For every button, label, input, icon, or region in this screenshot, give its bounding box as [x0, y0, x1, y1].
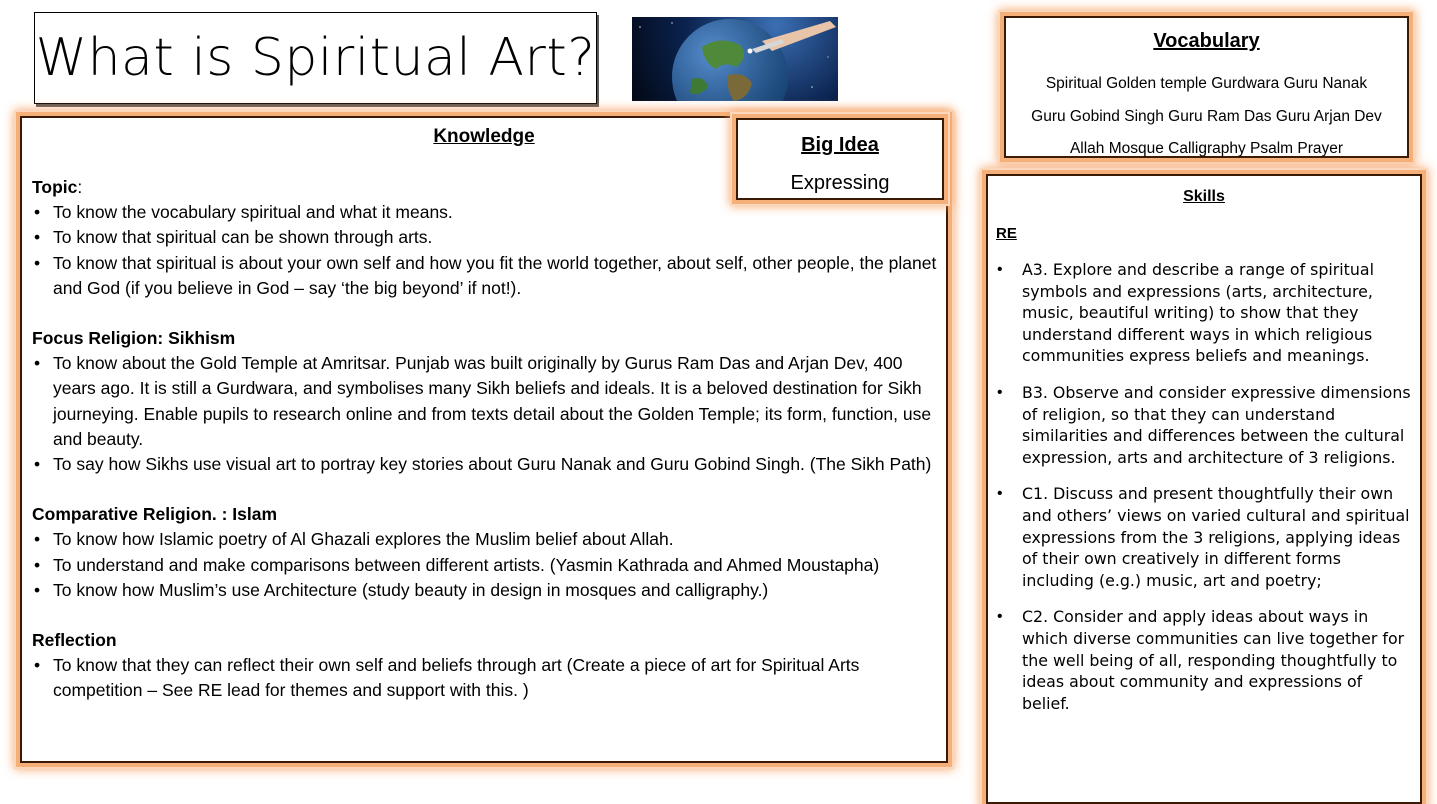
- list-item: • To know that spiritual is about your own self and how you fit the world together, about self, other people, the planet and God (if you believe in God – say ‘the big beyond’ if not!).: [32, 251, 937, 301]
- reflection-label: Reflection: [32, 630, 117, 651]
- title-box: [34, 12, 597, 104]
- vocabulary-panel: [1004, 16, 1409, 158]
- list-item: • To say how Sikhs use visual art to portray key stories about Guru Nanak and Guru Gobind Singh. (The Sikh Path): [32, 452, 937, 477]
- reflection-list: [32, 653, 937, 703]
- comparative-section: [32, 502, 937, 603]
- list-item: • To understand and make comparisons between different artists. (Yasmin Kathrada and Ahmed Moustapha): [32, 553, 937, 578]
- list-item: • To know how Islamic poetry of Al Ghazali explores the Muslim belief about Allah.: [32, 527, 937, 552]
- topic-label: Topic: [32, 177, 78, 197]
- topic-list: [32, 200, 937, 301]
- vocabulary-line: Allah Mosque Calligraphy Psalm Prayer: [1069, 140, 1344, 157]
- focus-list: [32, 351, 937, 477]
- knowledge-heading: Knowledge: [433, 126, 535, 147]
- topic-colon: :: [77, 177, 83, 197]
- list-item: • To know how Muslim’s use Architecture (study beauty in design in mosques and calligraphy.): [32, 578, 937, 603]
- vocabulary-lines: [1006, 68, 1407, 166]
- vocabulary-line: Guru Gobind Singh Guru Ram Das Guru Arjan Dev: [1031, 107, 1382, 125]
- list-item: • C2. Consider and apply ideas about ways in which diverse communities can live together for the well being of all, responding thoughtfully to ideas about community and expressions of belief.: [996, 606, 1414, 714]
- vocabulary-line: Spiritual Golden temple Gurdwara Guru Nanak: [1045, 75, 1368, 92]
- skills-title: Skills: [1183, 188, 1225, 205]
- comparative-list: [32, 527, 937, 603]
- skills-list: [996, 259, 1414, 729]
- big-idea-title: Big Idea: [801, 134, 879, 156]
- comparative-label: Comparative Religion. : Islam: [32, 504, 278, 525]
- list-item: • C1. Discuss and present thoughtfully their own and others’ views on varied cultural and spiritual expressions from the 3 religions, applying ideas of their own creatively in different forms including (e.g.) music, art and poetry;: [996, 483, 1414, 591]
- list-item: • To know the vocabulary spiritual and what it means.: [32, 200, 937, 225]
- focus-label: Focus Religion: Sikhism: [32, 328, 236, 349]
- skills-panel: [986, 174, 1422, 804]
- vocabulary-title: Vocabulary: [1153, 30, 1260, 52]
- earth-painting-icon: [632, 17, 838, 101]
- skills-subtitle: RE: [996, 225, 1017, 242]
- big-idea-text: Expressing: [790, 172, 890, 194]
- list-item: • A3. Explore and describe a range of spiritual symbols and expressions (arts, architecture, music, beautiful writing) to show that they understand different ways in which religious communities express beliefs and meanings.: [996, 259, 1414, 367]
- knowledge-panel: [20, 116, 948, 763]
- page-title: What is Spiritual Art?: [35, 28, 596, 88]
- focus-section: [32, 326, 937, 477]
- list-item: • To know about the Gold Temple at Amritsar. Punjab was built originally by Gurus Ram Das and Arjan Dev, 400 years ago. It is still a Gurdwara, and symbolises many Sikh beliefs and ideals. It is a beloved destination for Sikh journeying. Enable pupils to research online and from texts detail about the Golden Temple; its form, function, use and beauty.: [32, 351, 937, 452]
- list-item: • To know that they can reflect their own self and beliefs through art (Create a piece of art for Spiritual Arts competition – See RE lead for themes and support with this. ): [32, 653, 937, 703]
- big-idea-panel: [736, 118, 944, 200]
- reflection-section: [32, 628, 937, 704]
- list-item: • B3. Observe and consider expressive dimensions of religion, so that they can understand similarities and differences between the cultural expression, arts and architecture of 3 religions.: [996, 382, 1414, 468]
- knowledge-content: [32, 175, 937, 729]
- list-item: • To know that spiritual can be shown through arts.: [32, 225, 937, 250]
